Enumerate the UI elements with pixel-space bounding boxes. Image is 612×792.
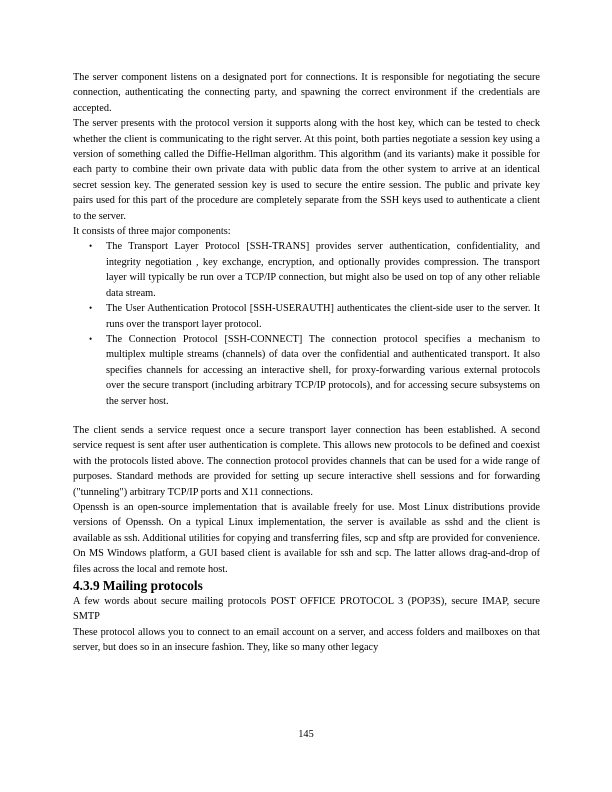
- list-item: [89, 239, 540, 301]
- paragraph-server-component: The server component listens on a designated port for connections. It is responsible for negotiating the secure connection, authenticating the connecting party, and spawning the correct environment if the credentials are accepted.: [73, 72, 540, 114]
- bullet-icon: •: [89, 303, 93, 314]
- components-list: [73, 239, 540, 408]
- bullet-icon: •: [89, 241, 93, 252]
- paragraph-service-request: The client sends a service request once a secure transport layer connection has been established. A second service request is sent after user authentication is complete. This allows new protocols to be defined and coexist with the protocols listed above. The connection protocol provides channels that can be used for a wide range of purposes. Standard methods are provided for setting up secure interactive shell sessions and for forwarding ("tunneling") arbitrary TCP/IP ports and X11 connections.: [73, 424, 540, 498]
- list-item-text: The Connection Protocol [SSH-CONNECT] The connection protocol specifies a mechanism to multiplex multiple streams (channels) of data over the confidential and authenticated transport. It also specifies channels for accessing an interactive shell, for proxy-forwarding various external protocols over the secure transport (including arbitrary TCP/IP protocols), and for accessing secure subsystems on the server host.: [106, 333, 540, 407]
- list-item: [89, 301, 540, 332]
- page-number: 145: [298, 729, 314, 740]
- spacer: [73, 409, 540, 423]
- paragraph-components-intro: It consists of three major components:: [73, 226, 231, 238]
- paragraph-mail-protocols: A few words about secure mailing protocols POST OFFICE PROTOCOL 3 (POP3S), secure IMAP, secure SMTP: [73, 596, 540, 623]
- page-body: [73, 70, 540, 656]
- paragraph-session-key: The server presents with the protocol version it supports along with the host key, which can be tested to check whether the client is communicating to the right server. At this point, both parties negotiate a session key using a version of something called the Diffie-Hellman algorithm. This algorithm (and its variants) make it possible for each party to combine their own private data with public data from the other system to arrive at an identical secret session key. The generated session key is used to secure the entire session. The public and private key pairs used for this part of the procedure are completely separate from the SSH keys used to authenticate a client to the server.: [73, 118, 540, 222]
- bullet-icon: •: [89, 333, 93, 344]
- list-item: [89, 332, 540, 409]
- list-item-text: The Transport Layer Protocol [SSH-TRANS] provides server authentication, confidentiality, and integrity negotiation , key exchange, encryption, and optionally provides compression. The transport layer will typically be run over a TCP/IP connection, but might also be used on top of any other reliable data stream.: [106, 241, 540, 299]
- list-item-text: The User Authentication Protocol [SSH-USERAUTH] authenticates the client-side user to the server. It runs over the transport layer protocol.: [106, 303, 540, 330]
- paragraph-openssh: Openssh is an open-source implementation that is available freely for use. Most Linux distributions provide versions of Openssh. On a typical Linux implementation, the server is available as sshd and the client is available as ssh. Additional utilities for copying and transferring files, scp and sftp are provided for convenience. On MS Windows platform, a GUI based client is available for ssh and scp. The latter allows drag-and-drop of files across the local and remote host.: [73, 501, 540, 575]
- section-heading: 4.3.9 Mailing protocols: [73, 578, 203, 593]
- paragraph-legacy: These protocol allows you to connect to an email account on a server, and access folders and mailboxes on that server, but does so in an insecure fashion. They, like so many other legacy: [73, 626, 540, 654]
